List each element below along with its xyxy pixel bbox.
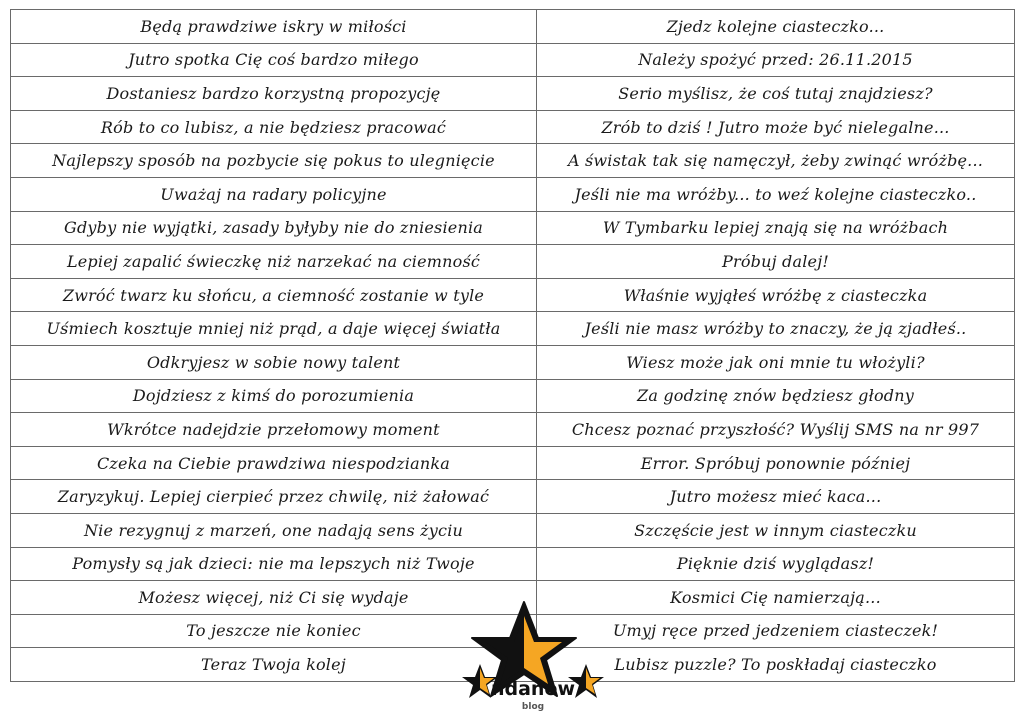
table-row [11,10,1015,44]
fortune-cell-right: Umyj ręce przed jedzeniem ciasteczek! [537,614,1015,648]
fortune-table [10,9,1015,682]
fortune-cell-right: Właśnie wyjąłeś wróżbę z ciasteczka [537,278,1015,312]
fortune-cell-right: Error. Spróbuj ponownie później [537,446,1015,480]
fortune-cell-right: Próbuj dalej! [537,245,1015,279]
fortune-cell-right: Chcesz poznać przyszłość? Wyślij SMS na nr 997 [537,413,1015,447]
table-row [11,245,1015,279]
table-row [11,177,1015,211]
fortune-cell-left: Gdyby nie wyjątki, zasady byłyby nie do zniesienia [11,211,537,245]
table-row [11,480,1015,514]
fortune-cell-left: Dojdziesz z kimś do porozumienia [11,379,537,413]
table-row [11,110,1015,144]
fortune-cell-right: Za godzinę znów będziesz głodny [537,379,1015,413]
fortune-cell-left: Teraz Twoja kolej [11,648,537,682]
fortune-cell-right: Wiesz może jak oni mnie tu włożyli? [537,345,1015,379]
table-row [11,379,1015,413]
fortune-cell-left: Czeka na Ciebie prawdziwa niespodzianka [11,446,537,480]
table-row [11,43,1015,77]
fortune-cell-left: Możesz więcej, niż Ci się wydaje [11,581,537,615]
table-row [11,413,1015,447]
fortune-cell-left: To jeszcze nie koniec [11,614,537,648]
fortune-cell-left: Uważaj na radary policyjne [11,177,537,211]
fortune-cell-right: W Tymbarku lepiej znają się na wróżbach [537,211,1015,245]
fortune-cell-right: Zrób to dziś ! Jutro może być nielegalne... [537,110,1015,144]
table-row [11,446,1015,480]
fortune-cell-right: Pięknie dziś wyglądasz! [537,547,1015,581]
fortune-cell-right: Jutro możesz mieć kaca... [537,480,1015,514]
fortune-cell-left: Będą prawdziwe iskry w miłości [11,10,537,44]
table-row [11,278,1015,312]
fortune-cell-left: Odkryjesz w sobie nowy talent [11,345,537,379]
logo-subtitle: blog [521,702,545,712]
table-row [11,513,1015,547]
fortune-cell-left: Lepiej zapalić świeczkę niż narzekać na ciemność [11,245,537,279]
fortune-cell-right: Należy spożyć przed: 26.11.2015 [537,43,1015,77]
fortune-cell-left: Wkrótce nadejdzie przełomowy moment [11,413,537,447]
fortune-cell-right: Szczęście jest w innym ciasteczku [537,513,1015,547]
table-row [11,211,1015,245]
fortune-cell-right: Zjedz kolejne ciasteczko... [537,10,1015,44]
table-row [11,312,1015,346]
fortune-cell-left: Zaryzykuj. Lepiej cierpieć przez chwilę, niż żałować [11,480,537,514]
logo-wordmark: ndanow [490,678,576,700]
fortune-cell-right: Jeśli nie masz wróżby to znaczy, że ją zjadłeś.. [537,312,1015,346]
logo-graphic [458,598,608,716]
fortune-cell-left: Nie rezygnuj z marzeń, one nadają sens życiu [11,513,537,547]
table-row [11,144,1015,178]
table-row [11,345,1015,379]
table-row [11,77,1015,111]
fortune-cell-left: Uśmiech kosztuje mniej niż prąd, a daje więcej światła [11,312,537,346]
fortune-cell-left: Rób to co lubisz, a nie będziesz pracować [11,110,537,144]
fortune-cell-left: Pomysły są jak dzieci: nie ma lepszych niż Twoje [11,547,537,581]
fortune-cell-left: Dostaniesz bardzo korzystną propozycję [11,77,537,111]
fortune-cell-left: Najlepszy sposób na pozbycie się pokus to ulegnięcie [11,144,537,178]
fortune-cell-right: A świstak tak się namęczył, żeby zwinąć wróżbę... [537,144,1015,178]
fortune-cell-right: Serio myślisz, że coś tutaj znajdziesz? [537,77,1015,111]
fortune-cell-left: Jutro spotka Cię coś bardzo miłego [11,43,537,77]
fortune-cell-right: Kosmici Cię namierzają... [537,581,1015,615]
fortune-cell-right: Lubisz puzzle? To poskładaj ciasteczko [537,648,1015,682]
fortune-cell-left: Zwróć twarz ku słońcu, a ciemność zostanie w tyle [11,278,537,312]
table-row [11,547,1015,581]
fortune-table-body [11,10,1015,682]
fortune-cell-right: Jeśli nie ma wróżby... to weź kolejne ciasteczko.. [537,177,1015,211]
blog-logo [458,598,608,716]
